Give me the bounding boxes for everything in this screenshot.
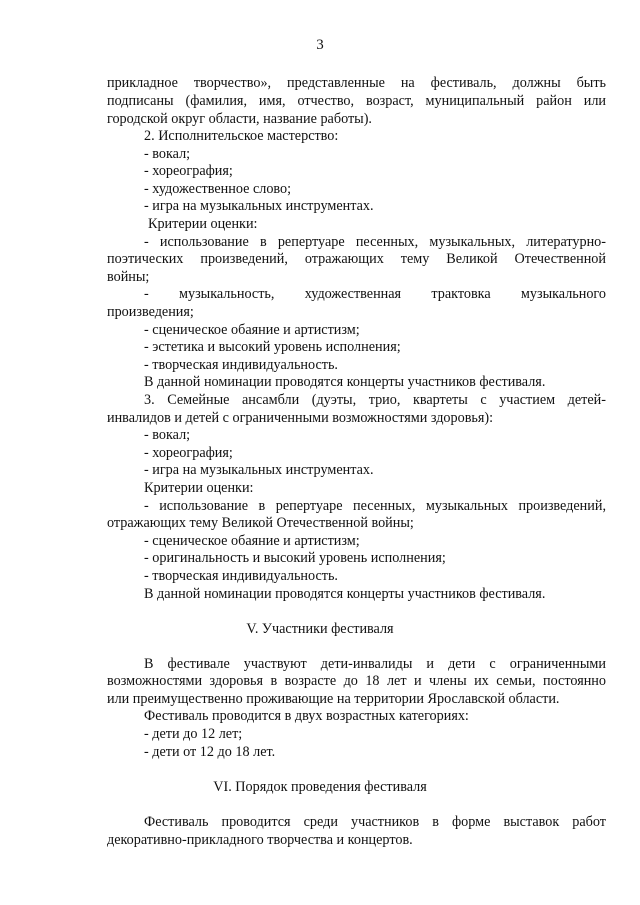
- text-line: прикладное творчество», представленные на фестиваль, должны быть: [107, 75, 606, 91]
- criteria-heading: Критерии оценки:: [148, 216, 258, 232]
- list-item: - творческая индивидуальность.: [144, 568, 338, 584]
- list-item: - художественное слово;: [144, 181, 292, 197]
- text-line: произведения;: [107, 304, 194, 320]
- list-item: - использование в репертуаре песенных, музыкальных, литературно-: [144, 234, 606, 250]
- text-line: возможностями здоровья в возрасте до 18 лет и члены их семьи, постоянно: [107, 673, 606, 689]
- list-item: - эстетика и высокий уровень исполнения;: [144, 339, 401, 355]
- list-item: - вокал;: [144, 427, 191, 443]
- text-line: подписаны (фамилия, имя, отчество, возраст, муниципальный район или: [107, 93, 606, 109]
- text-line: Фестиваль проводится среди участников в форме выставок работ: [144, 814, 606, 830]
- text-line: поэтических произведений, отражающих тему Великой Отечественной: [107, 251, 606, 267]
- text-line: декоративно-прикладного творчества и концертов.: [107, 832, 413, 848]
- text-line: отражающих тему Великой Отечественной войны;: [107, 515, 414, 531]
- list-item: - хореография;: [144, 163, 233, 179]
- text-line: инвалидов и детей с ограниченными возможностями здоровья):: [107, 410, 494, 426]
- page-number: 3: [316, 37, 324, 53]
- list-item: - вокал;: [144, 146, 191, 162]
- list-item: - дети до 12 лет;: [144, 726, 243, 742]
- section-item: 2. Исполнительское мастерство:: [144, 128, 339, 144]
- text-line: В данной номинации проводятся концерты участников фестиваля.: [144, 586, 546, 602]
- text-line: городской округ области, название работы).: [107, 111, 372, 127]
- criteria-heading: Критерии оценки:: [144, 480, 254, 496]
- section-heading: V. Участники фестиваля: [246, 621, 394, 637]
- list-item: - сценическое обаяние и артистизм;: [144, 533, 360, 549]
- list-item: - сценическое обаяние и артистизм;: [144, 322, 360, 338]
- list-item: - игра на музыкальных инструментах.: [144, 462, 374, 478]
- text-line: войны;: [107, 269, 150, 285]
- section-item: 3. Семейные ансамбли (дуэты, трио, квартеты с участием детей-: [144, 392, 606, 408]
- text-line: Фестиваль проводится в двух возрастных категориях:: [144, 708, 469, 724]
- list-item: - хореография;: [144, 445, 233, 461]
- section-heading: VI. Порядок проведения фестиваля: [213, 779, 427, 795]
- text-line: В фестивале участвуют дети-инвалиды и дети с ограниченными: [144, 656, 606, 672]
- list-item: - использование в репертуаре песенных, музыкальных произведений,: [144, 498, 606, 514]
- text-line: В данной номинации проводятся концерты участников фестиваля.: [144, 374, 546, 390]
- list-item: - игра на музыкальных инструментах.: [144, 198, 374, 214]
- list-item: - музыкальность, художественная трактовка музыкального: [144, 286, 606, 302]
- list-item: - оригинальность и высокий уровень исполнения;: [144, 550, 446, 566]
- text-line: или преимущественно проживающие на территории Ярославской области.: [107, 691, 560, 707]
- list-item: - дети от 12 до 18 лет.: [144, 744, 276, 760]
- list-item: - творческая индивидуальность.: [144, 357, 338, 373]
